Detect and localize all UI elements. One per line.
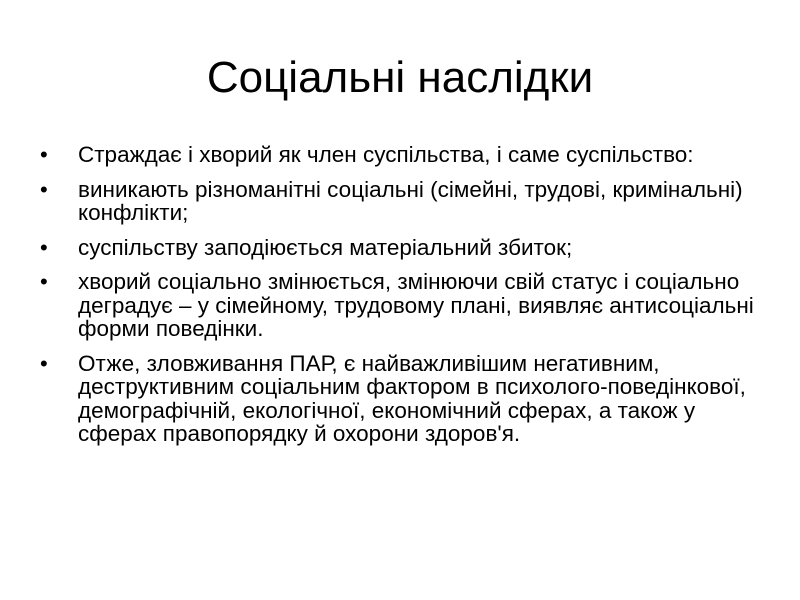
bullet-point-icon: • <box>40 234 48 260</box>
list-item <box>40 270 760 341</box>
list-item <box>40 352 760 446</box>
bullet-text: суспільству заподіюється матеріальний збиток; <box>78 234 573 260</box>
bullet-point-icon: • <box>40 142 48 167</box>
list-item <box>40 236 760 260</box>
bullet-point-icon: • <box>40 176 48 202</box>
list-item <box>40 178 760 225</box>
bullet-text: виникають різноманітні соціальні (сімейні, трудові, кримінальні) конфлікти; <box>78 176 743 225</box>
bullet-point-icon: • <box>40 269 48 294</box>
slide-title: Соціальні наслідки <box>206 53 594 102</box>
bullet-list <box>40 143 760 457</box>
bullet-text: Страждає і хворий як член суспільства, і саме суспільство: <box>78 142 694 167</box>
list-item <box>40 143 760 167</box>
bullet-text: хворий соціально змінюється, змінюючи свій статус і соціально деградує – у сімейному, трудовому плані, виявляє антисоціальні форми поведінки. <box>78 269 754 341</box>
bullet-text: Отже, зловживання ПАР, є найважливішим негативним, деструктивним соціальним фактором в психолого-поведінкової, демографічній, екологічної, економічний сферах, а також у сферах правопорядку й охорони здоров'я. <box>78 350 746 446</box>
bullet-point-icon: • <box>40 350 48 376</box>
